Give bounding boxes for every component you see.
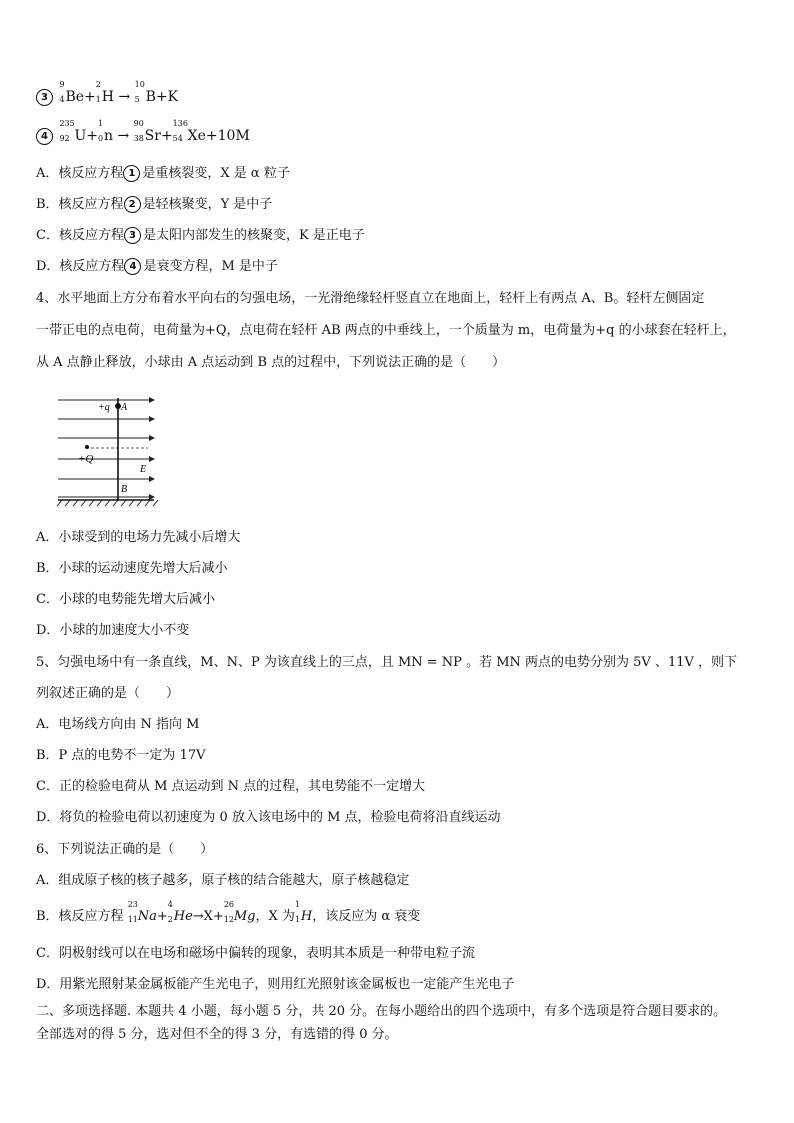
circled-number-4: 4: [124, 258, 141, 275]
label-plus-big-q: +Q: [78, 453, 94, 465]
q5-option-c: C．正的检验电荷从 M 点运动到 N 点的过程，其电势能不一定增大: [36, 779, 426, 794]
point-charge: [85, 445, 89, 449]
strontium-nuclide: 90 38: [133, 119, 144, 143]
q3-option-d: D．核反应方程 4 是衰变方程，M 是中子: [36, 259, 278, 274]
electric-field-figure: [56, 392, 166, 514]
field-lines: [58, 400, 154, 497]
deuterium-nuclide: 2 1: [95, 80, 101, 104]
q3-option-c: C．核反应方程 3 是太阳内部发生的核聚变，K 是正电子: [36, 228, 365, 243]
q6-option-c: C．阴极射线可以在电场和磁场中偏转的现象，表明其本质是一种带电粒子流: [36, 946, 475, 961]
q5-stem-line-1: 5、匀强电场中有一条直线，M、N、P 为该直线上的三点，且 MN = NP 。若 MN 两点的电势分别为 5V 、11V ，则下: [36, 655, 738, 670]
reaction-equation-3: 3 9 4 Be+ 2 1 H → 10 5 B+K: [36, 88, 178, 106]
section-2-heading-line-2: 全部选对的得 5 分，选对但不全的得 3 分，有选错的得 0 分。: [36, 1027, 398, 1042]
q5-option-d: D．将负的检验电荷以初速度为 0 放入该电场中的 M 点，检验电荷将沿直线运动: [36, 810, 501, 825]
q4-option-c: C．小球的电势能先增大后减小: [36, 592, 215, 607]
section-2-heading-line-1: 二、多项选择题. 本题共 4 小题，每小题 5 分，共 20 分。在每小题给出的四个选项中，有多个选项是符合题目要求的。: [36, 1004, 727, 1019]
q6-option-a: A．组成原子核的核子越多，原子核的结合能越大，原子核越稳定: [36, 873, 410, 888]
sodium-nuclide: 23 11: [127, 900, 138, 924]
uranium-nuclide: 235 92: [59, 119, 75, 143]
label-b: B: [121, 484, 128, 495]
circled-number-1: 1: [123, 165, 140, 182]
xenon-nuclide: 136 54: [172, 119, 188, 143]
ground-hatching: [57, 500, 158, 506]
circled-number-2: 2: [124, 196, 141, 213]
q3-option-a: A．核反应方程 1 是重核裂变，X 是 α 粒子: [36, 166, 290, 181]
q6-option-d: D．用紫光照射某金属板能产生光电子，则用红光照射该金属板也一定能产生光电子: [36, 977, 515, 992]
boron-nuclide: 10 5: [134, 80, 145, 104]
q5-stem-line-2: 列叙述正确的是（ ）: [36, 686, 180, 701]
q6-stem: 6、下列说法正确的是（ ）: [36, 842, 214, 857]
circled-number-3: 3: [36, 89, 53, 106]
helium-nuclide: 4 2: [167, 900, 173, 924]
beryllium-nuclide: 9 4: [59, 80, 65, 104]
q4-stem-line-1: 4、水平地面上方分布着水平向右的匀强电场，一光滑绝缘轻杆竖直立在地面上，轻杆上有两点 A、B。轻杆左侧固定: [36, 291, 705, 306]
label-e: E: [140, 464, 147, 475]
magnesium-nuclide: 26 12: [223, 900, 235, 924]
q6-option-b: B．核反应方程 23 11 Na+ 4 2 He→X+ 26 12 Mg，X 为 1 1 H，该反应为 α 衰变: [36, 900, 421, 924]
q5-option-a: A．电场线方向由 N 指向 M: [36, 717, 200, 732]
q4-option-b: B．小球的运动速度先增大后减小: [36, 561, 228, 576]
circled-number-3: 3: [124, 227, 141, 244]
circled-number-4: 4: [36, 128, 53, 145]
q3-option-b: B．核反应方程 2 是轻核聚变，Y 是中子: [36, 197, 273, 212]
reaction-equation-4: 4 235 92 U+ 1 0 n → 90 38 Sr+ 136 54 Xe+10M: [36, 127, 250, 145]
hydrogen-nuclide: 1 1: [294, 900, 300, 924]
q4-stem-line-3: 从 A 点静止释放，小球由 A 点运动到 B 点的过程中，下列说法正确的是（ ）: [36, 355, 506, 370]
label-plus-q: +q: [98, 402, 110, 413]
q4-option-d: D．小球的加速度大小不变: [36, 623, 190, 638]
neutron-nuclide: 1 0: [97, 119, 104, 143]
q5-option-b: B．P 点的电势不一定为 17V: [36, 748, 206, 763]
q4-option-a: A．小球受到的电场力先减小后增大: [36, 530, 241, 545]
q4-stem-line-2: 一带正电的点电荷，电荷量为+Q，点电荷在轻杆 AB 两点的中垂线上，一个质量为 m，电荷量为+q 的小球套在轻杆上，: [36, 323, 736, 338]
label-a: A: [121, 402, 128, 413]
